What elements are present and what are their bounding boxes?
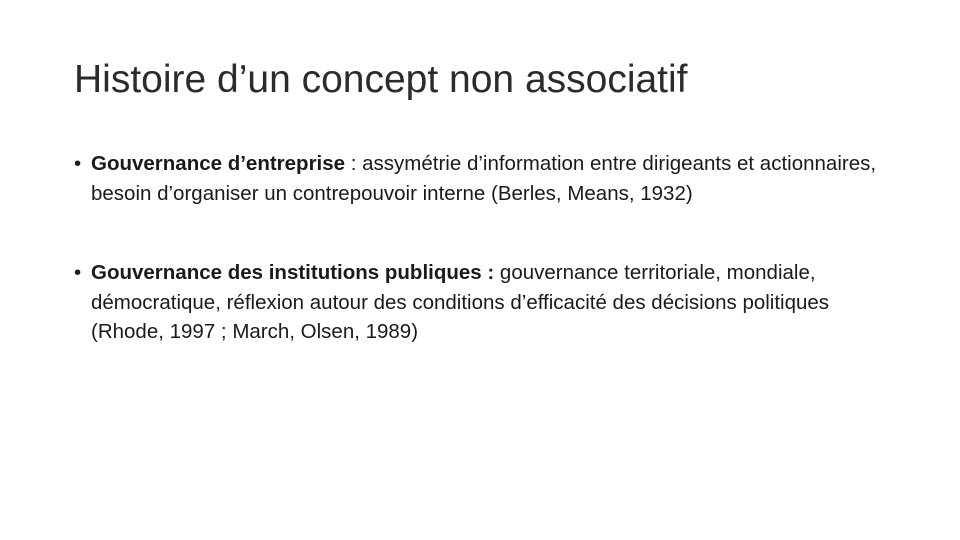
bullet-icon: • — [74, 261, 82, 284]
bullet-text: gouvernance territoriale, mondiale, démocratique, réflexion autour des conditions d’efficacité des décisions politiques (Rhode, 1997 ; March, Olsen, 1989) — [91, 261, 830, 343]
bullet-icon: • — [74, 152, 82, 175]
bullet-item-corporate-governance — [74, 149, 904, 208]
bullet-term: Gouvernance d’entreprise — [91, 152, 346, 175]
bullet-list — [74, 149, 904, 347]
bullet-text: : assymétrie d’information entre dirigeants et actionnaires, besoin d’organiser un contrepouvoir interne (Berles, Means, 1932) — [91, 152, 877, 205]
bullet-term: Gouvernance des institutions publiques : — [91, 261, 495, 284]
bullet-item-public-governance — [74, 258, 904, 347]
slide-title: Histoire d’un concept non associatif — [74, 58, 688, 101]
